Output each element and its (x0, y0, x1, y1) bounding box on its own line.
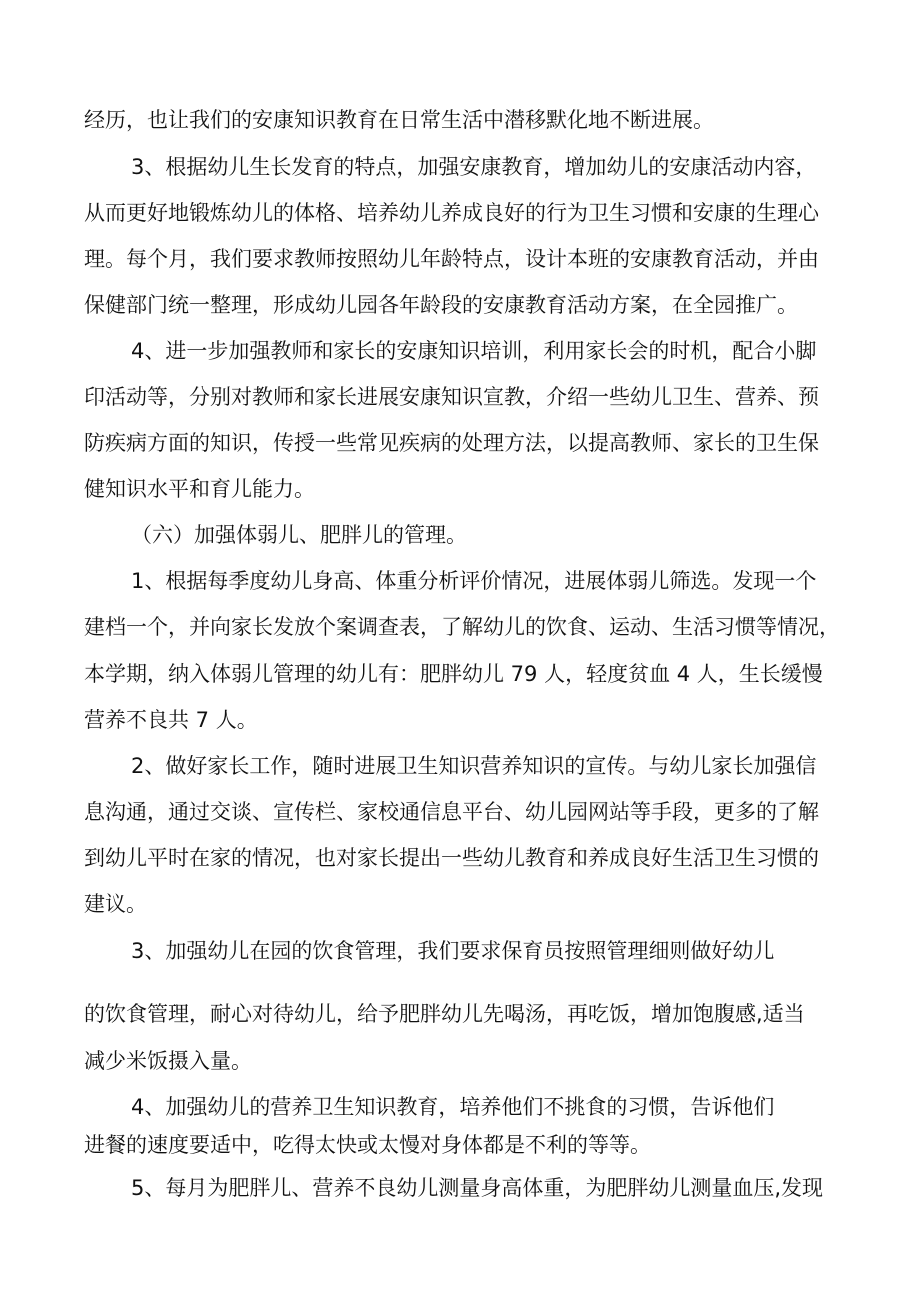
text-line: 进餐的速度要适中，吃得太快或太慢对身体都是不利的等等。 (84, 1133, 651, 1157)
text-line: 4、加强幼儿的营养卫生知识教育，培养他们不挑食的习惯，告诉他们 (131, 1095, 775, 1119)
text-line: 本学期，纳入体弱儿管理的幼儿有：肥胖幼儿 79 人，轻度贫血 4 人，生长缓慢 (84, 662, 823, 686)
section-heading: （六）加强体弱儿、肥胖儿的管理。 (131, 523, 467, 547)
text-line: 到幼儿平时在家的情况，也对家长提出一些幼儿教育和养成良好生活卫生习惯的 (84, 846, 819, 870)
text-line: 理。每个月，我们要求教师按照幼儿年龄特点，设计本班的安康教育活动，并由 (84, 247, 819, 271)
text-line: 建档一个，并向家长发放个案调查表，了解幼儿的饮食、运动、生活习惯等情况， (84, 615, 840, 639)
text-line: 息沟通，通过交谈、宣传栏、家校通信息平台、幼儿园网站等手段，更多的了解 (84, 800, 819, 824)
text-line: 健知识水平和育儿能力。 (84, 477, 315, 501)
text-line: 4、进一步加强教师和家长的安康知识培训，利用家长会的时机，配合小脚 (131, 339, 817, 363)
text-line: 建议。 (84, 892, 147, 916)
text-line: 3、加强幼儿在园的饮食管理，我们要求保育员按照管理细则做好幼儿 (131, 939, 775, 963)
text-line: 营养不良共 7 人。 (84, 708, 258, 732)
text-line: 经历，也让我们的安康知识教育在日常生活中潜移默化地不断进展。 (84, 108, 714, 132)
text-line: 3、根据幼儿生长发育的特点，加强安康教育，增加幼儿的安康活动内容， (131, 155, 817, 179)
text-line: 从而更好地锻炼幼儿的体格、培养幼儿养成良好的行为卫生习惯和安康的生理心 (84, 201, 819, 225)
text-line: 防疾病方面的知识，传授一些常见疾病的处理方法，以提高教师、家长的卫生保 (84, 431, 819, 455)
text-line: 减少米饭摄入量。 (84, 1049, 252, 1073)
text-line: 印活动等，分别对教师和家长进展安康知识宣教，介绍一些幼儿卫生、营养、预 (84, 385, 819, 409)
text-line: 2、做好家长工作，随时进展卫生知识营养知识的宣传。与幼儿家长加强信 (131, 754, 817, 778)
text-line: 5、每月为肥胖儿、营养不良幼儿测量身高体重，为肥胖幼儿测量血压,发现 (131, 1176, 824, 1200)
text-line: 保健部门统一整理，形成幼儿园各年龄段的安康教育活动方案，在全园推广。 (84, 293, 798, 317)
text-line: 的饮食管理，耐心对待幼儿，给予肥胖幼儿先喝汤，再吃饭，增加饱腹感,适当 (84, 1002, 805, 1026)
text-line: 1、根据每季度幼儿身高、体重分析评价情况，进展体弱儿筛选。发现一个 (131, 569, 817, 593)
